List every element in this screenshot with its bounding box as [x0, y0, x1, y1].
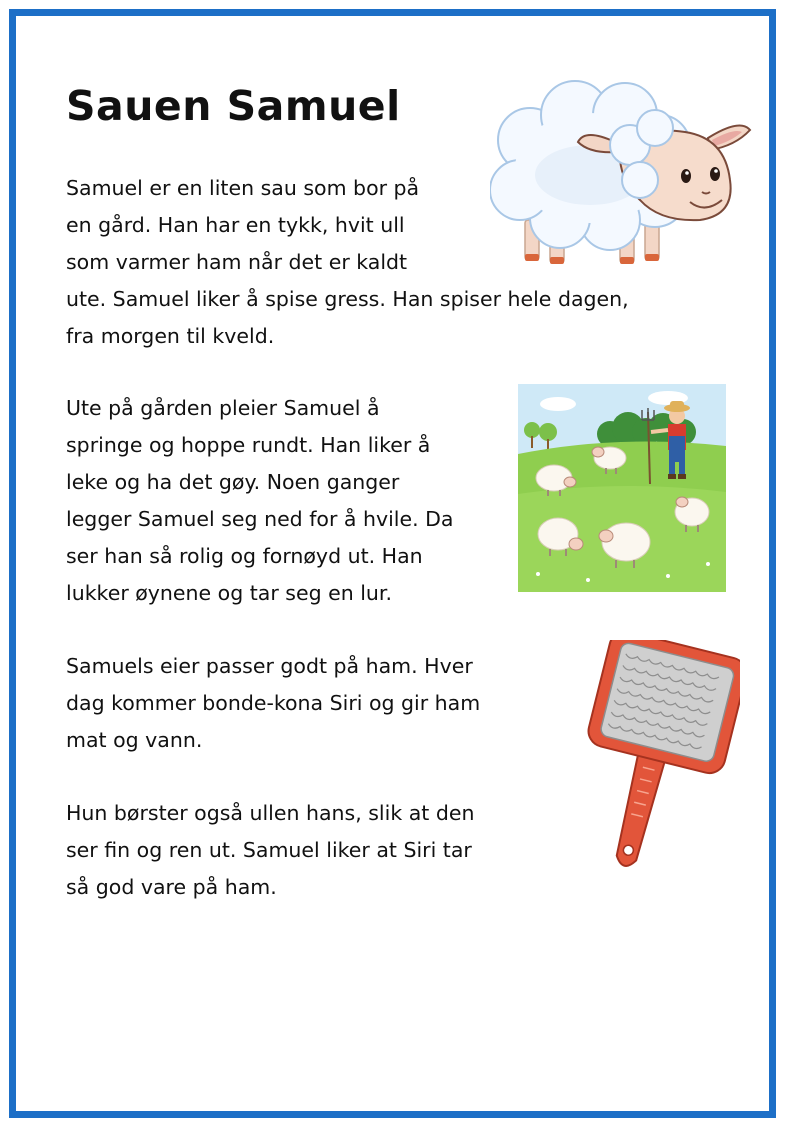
paragraph-2 — [66, 390, 454, 612]
text-line: som varmer ham når det er kaldt — [66, 250, 408, 274]
text-line: dag kommer bonde-kona Siri og gir ham — [66, 691, 481, 715]
paragraph-4 — [66, 795, 474, 906]
text-line: legger Samuel seg ned for å hvile. Da — [66, 507, 454, 531]
paragraph-3 — [66, 648, 480, 759]
text-line: Hun børster også ullen hans, slik at den — [66, 801, 475, 825]
page-title: Sauen Samuel — [66, 82, 401, 130]
farm-scene-illustration — [518, 384, 726, 592]
text-line: ser han så rolig og fornøyd ut. Han — [66, 544, 423, 568]
text-line: Ute på gården pleier Samuel å — [66, 396, 380, 420]
text-line: Samuels eier passer godt på ham. Hver — [66, 654, 473, 678]
text-line: Samuel er en liten sau som bor på — [66, 176, 420, 200]
wool-brush-illustration — [565, 640, 740, 885]
text-line: springe og hoppe rundt. Han liker å — [66, 433, 431, 457]
text-line: så god vare på ham. — [66, 875, 277, 899]
text-line: ser fin og ren ut. Samuel liker at Siri tar — [66, 838, 472, 862]
text-line: ute. Samuel liker å spise gress. Han spiser hele dagen, — [66, 287, 629, 311]
text-line: mat og vann. — [66, 728, 203, 752]
text-line: leke og ha det gøy. Noen ganger — [66, 470, 400, 494]
sheep-illustration — [490, 80, 755, 270]
text-line: en gård. Han har en tykk, hvit ull — [66, 213, 405, 237]
text-line: lukker øynene og tar seg en lur. — [66, 581, 392, 605]
text-line: fra morgen til kveld. — [66, 324, 275, 348]
